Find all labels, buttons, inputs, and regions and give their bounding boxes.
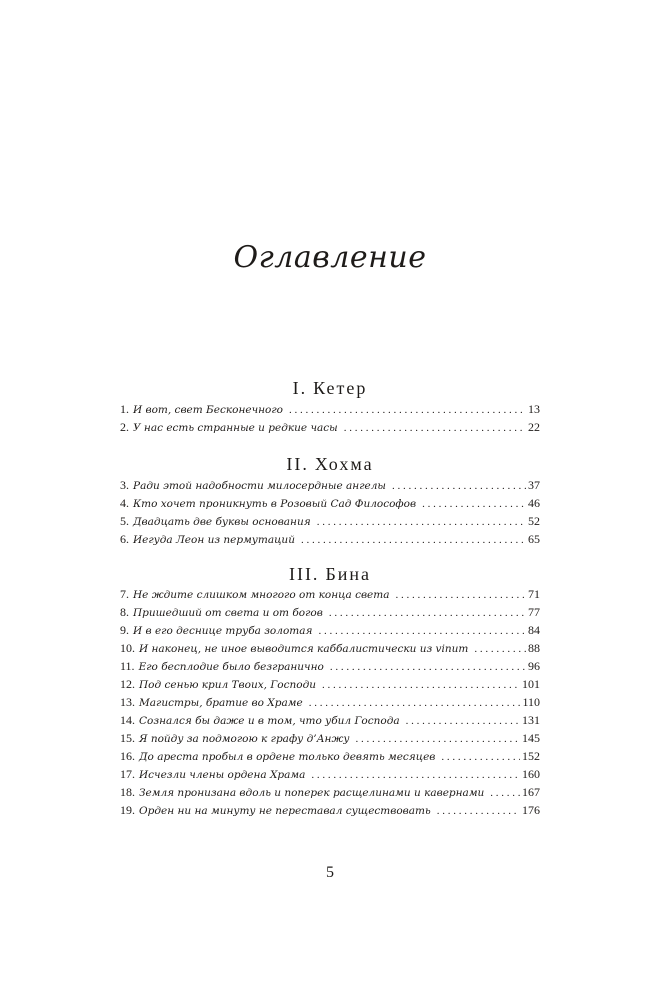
toc-entry[interactable] [120, 494, 540, 512]
toc-entry[interactable] [120, 530, 540, 548]
dot-leader [406, 712, 520, 730]
part-heading-keter [120, 378, 540, 398]
dot-leader [441, 748, 520, 766]
toc-entry[interactable] [120, 476, 540, 494]
entry-title: Я пойду за подмогою к графу д’Анжу [139, 733, 350, 745]
entry-number: 17. [120, 767, 135, 781]
dot-leader [329, 604, 526, 622]
entry-number: 7. [120, 587, 129, 601]
entry-title: Исчезли члены ордена Храма [139, 769, 306, 781]
entry-page: 101 [522, 677, 540, 691]
toc-entry[interactable] [120, 512, 540, 530]
dot-leader [392, 477, 526, 495]
entry-page: 152 [522, 749, 540, 763]
toc-entry[interactable] [120, 418, 540, 436]
entry-page: 110 [522, 695, 540, 709]
entry-title: Сознался бы даже и в том, что убил Господа [139, 715, 400, 727]
entry-page: 37 [528, 478, 540, 492]
entry-page: 160 [522, 767, 540, 781]
dot-leader [318, 622, 526, 640]
dot-leader [422, 495, 526, 513]
entry-number: 15. [120, 731, 135, 745]
entry-number: 5. [120, 514, 129, 528]
entry-title: Орден ни на минуту не переставал существовать [139, 805, 431, 817]
toc-entry[interactable] [120, 621, 540, 639]
entry-page: 96 [528, 659, 540, 673]
entry-page: 145 [522, 731, 540, 745]
toc-entry[interactable] [120, 657, 540, 675]
entry-number: 1. [120, 402, 129, 416]
toc-entry[interactable] [120, 747, 540, 765]
dot-leader [355, 730, 520, 748]
entry-title: Иегуда Леон из пермутаций [133, 534, 295, 546]
dot-leader [301, 531, 526, 549]
toc-entry[interactable] [120, 693, 540, 711]
dot-leader [309, 694, 521, 712]
entry-title: До ареста пробыл в ордене только девять месяцев [139, 751, 436, 763]
entry-page: 46 [528, 496, 540, 510]
part-number: II. [286, 454, 309, 474]
entry-title: У нас есть странные и редкие часы [133, 422, 338, 434]
part-name: Хохма [314, 454, 374, 474]
entry-number: 14. [120, 713, 135, 727]
part-heading-hokhma [120, 454, 540, 474]
entry-page: 88 [528, 641, 540, 655]
page-number: 5 [326, 864, 334, 881]
dot-leader [330, 658, 526, 676]
entry-title: Кто хочет проникнуть в Розовый Сад Философов [133, 498, 417, 510]
entry-title: Земля пронизана вдоль и поперек расщелинами и кавернами [139, 787, 485, 799]
entry-page: 176 [522, 803, 540, 817]
entry-number: 6. [120, 532, 129, 546]
entry-number: 13. [120, 695, 135, 709]
entry-page: 22 [528, 420, 540, 434]
entry-title: Двадцать две буквы основания [133, 516, 311, 528]
toc-entry[interactable] [120, 711, 540, 729]
dot-leader [317, 513, 526, 531]
toc-entry[interactable] [120, 639, 540, 657]
part-name: Бина [325, 564, 372, 584]
entry-number: 12. [120, 677, 135, 691]
part-number: III. [288, 564, 320, 584]
toc-entry[interactable] [120, 801, 540, 819]
entry-number: 8. [120, 605, 129, 619]
dot-leader [289, 401, 526, 419]
entry-title: И вот, свет Бесконечного [133, 404, 283, 416]
entry-page: 77 [528, 605, 540, 619]
entry-number: 2. [120, 420, 129, 434]
toc-entry[interactable] [120, 400, 540, 418]
entry-page: 52 [528, 514, 540, 528]
toc-entry[interactable] [120, 783, 540, 801]
entry-number: 3. [120, 478, 129, 492]
dot-leader [311, 766, 520, 784]
entry-page: 13 [528, 402, 540, 416]
dot-leader [344, 419, 526, 437]
entry-page: 131 [522, 713, 540, 727]
entry-page: 71 [528, 587, 540, 601]
entry-number: 9. [120, 623, 129, 637]
entry-title: Его бесплодие было безгранично [138, 661, 324, 673]
dot-leader [490, 784, 520, 802]
dot-leader [437, 802, 520, 820]
entry-page: 167 [522, 785, 540, 799]
entry-page: 65 [528, 532, 540, 546]
toc-entry[interactable] [120, 675, 540, 693]
dot-leader [322, 676, 520, 694]
entry-title: И в его деснице труба золотая [133, 625, 313, 637]
toc-entry[interactable] [120, 585, 540, 603]
entry-title: Пришедший от света и от богов [133, 607, 323, 619]
entry-number: 19. [120, 803, 135, 817]
entry-number: 18. [120, 785, 135, 799]
part-name: Кетер [313, 378, 368, 398]
toc-entry[interactable] [120, 603, 540, 621]
toc-entry[interactable] [120, 729, 540, 747]
entry-number: 11. [120, 659, 135, 673]
entry-title: Магистры, братие во Храме [139, 697, 303, 709]
toc-entry[interactable] [120, 765, 540, 783]
page-title: Оглавление [233, 240, 427, 275]
entry-title: Ради этой надобности милосердные ангелы [133, 480, 386, 492]
entry-number: 10. [120, 641, 135, 655]
part-number: I. [292, 378, 308, 398]
entry-title: Не ждите слишком многого от конца света [133, 589, 390, 601]
dot-leader [396, 586, 527, 604]
entry-page: 84 [528, 623, 540, 637]
entry-number: 4. [120, 496, 129, 510]
entry-number: 16. [120, 749, 135, 763]
dot-leader [474, 640, 526, 658]
entry-title: Под сенью крил Твоих, Господи [139, 679, 317, 691]
part-heading-bina [120, 564, 540, 584]
entry-title: И наконец, не иное выводится каббалистически из vinum [139, 643, 469, 655]
